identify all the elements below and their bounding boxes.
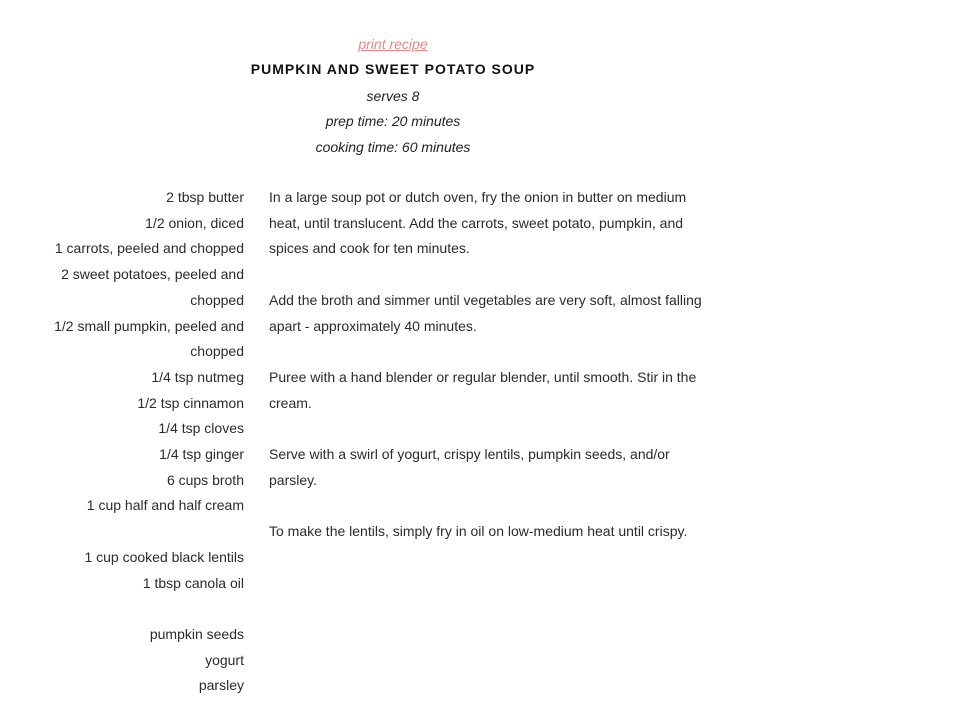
ingredients-list <box>24 185 244 699</box>
ingredient-item: 2 sweet potatoes, peeled and chopped <box>61 266 244 308</box>
ingredient-item: yogurt <box>205 651 244 668</box>
ingredient-item: 1/2 tsp cinnamon <box>137 394 244 411</box>
cooking-time-text: cooking time: 60 minutes <box>315 139 471 155</box>
ingredient-item: 1/4 tsp cloves <box>158 420 244 437</box>
ingredient-item: 1 tbsp canola oil <box>142 574 244 591</box>
ingredient-spacer <box>24 519 244 545</box>
serves-text: serves 8 <box>366 88 420 104</box>
ingredient-item: 1 cup cooked black lentils <box>84 548 244 565</box>
ingredient-item: 1/4 tsp nutmeg <box>151 368 244 385</box>
ingredient-item: pumpkin seeds <box>149 625 244 642</box>
direction-step: Add the broth and simmer until vegetables are very soft, almost falling apart - approximately 40 minutes. <box>269 291 702 334</box>
prep-time-text: prep time: 20 minutes <box>325 113 461 129</box>
ingredient-item: 1 cup half and half cream <box>86 497 244 514</box>
direction-step: Serve with a swirl of yogurt, crispy lentils, pumpkin seeds, and/or parsley. <box>269 445 670 488</box>
direction-step: To make the lentils, simply fry in oil on low-medium heat until crispy. <box>269 523 688 540</box>
recipe-title: PUMPKIN AND SWEET POTATO SOUP <box>250 61 536 77</box>
directions-section <box>269 185 719 570</box>
print-recipe-link[interactable]: print recipe <box>358 36 428 52</box>
ingredient-item: parsley <box>198 677 244 694</box>
direction-step: In a large soup pot or dutch oven, fry the onion in butter on medium heat, until translucent. Add the carrots, sweet potato, pumpkin, and spices and cook for ten minutes. <box>269 189 687 257</box>
ingredient-item: 1/4 tsp ginger <box>159 446 244 463</box>
ingredient-item: 2 tbsp butter <box>166 189 244 205</box>
ingredient-item: 1 carrots, peeled and chopped <box>54 240 244 257</box>
ingredient-item: 6 cups broth <box>166 471 244 488</box>
ingredient-item: 1/2 small pumpkin, peeled and chopped <box>54 317 244 360</box>
ingredient-spacer <box>24 596 244 622</box>
direction-step: Puree with a hand blender or regular blender, until smooth. Stir in the cream. <box>269 368 697 411</box>
ingredient-item: 1/2 onion, diced <box>145 214 244 231</box>
